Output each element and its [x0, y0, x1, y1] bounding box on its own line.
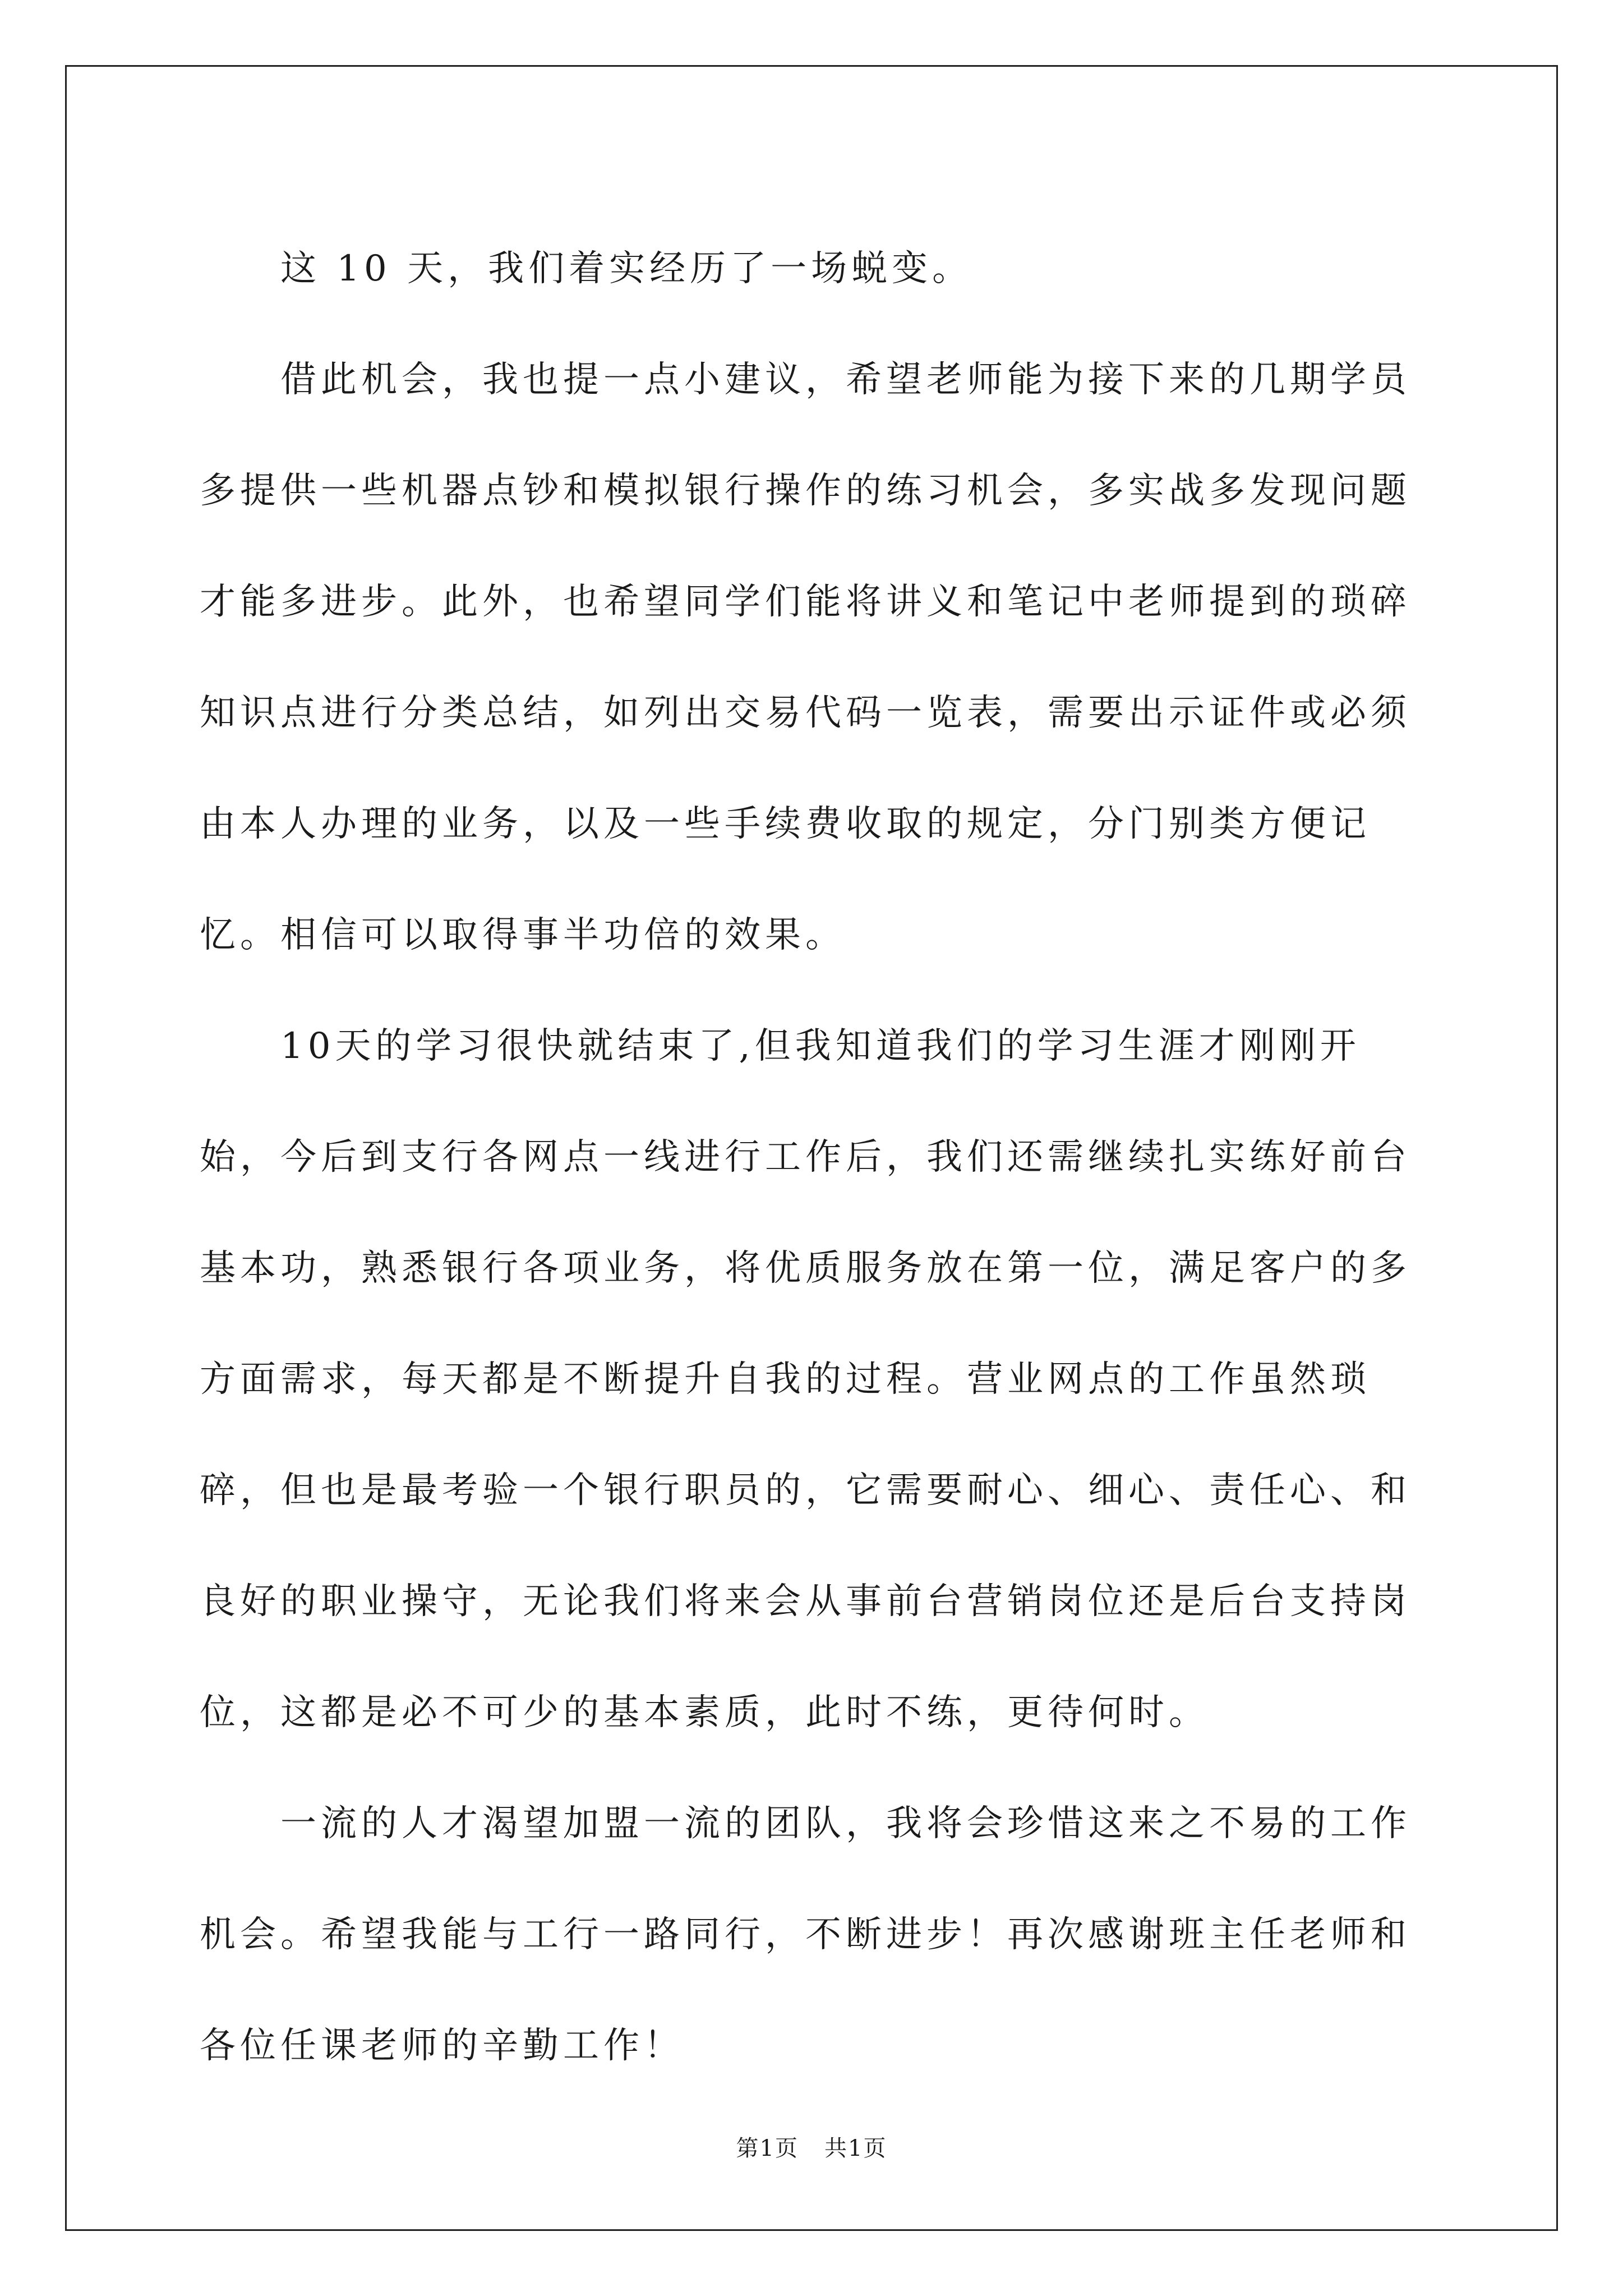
paragraph-3: 10天的学习很快就结束了,但我知道我们的学习生涯才刚刚开始，今后到支行各网点一线进行工作后，我们还需继续扎实练好前台基本功，熟悉银行各项业务，将优质服务放在第一位，满足客户的多方面需求，每天都是不断提升自我的过程。营业网点的工作虽然琐碎，但也是最考验一个银行职员的，它需要耐心、细心、责任心、和良好的职业操守，无论我们将来会从事前台营销岗位还是后台支持岗位，这都是必不可少的基本素质，此时不练，更待何时。: [200, 1025, 1411, 1733]
page-total: 共1页: [824, 2136, 887, 2161]
paragraph-2: 借此机会，我也提一点小建议，希望老师能为接下来的几期学员多提供一些机器点钞和模拟银行操作的练习机会，多实战多发现问题才能多进步。此外，也希望同学们能将讲义和笔记中老师提到的琐碎知识点进行分类总结，如列出交易代码一览表，需要出示证件或必须由本人办理的业务，以及一些手续费收取的规定，分门别类方便记忆。相信可以取得事半功倍的效果。: [200, 359, 1411, 956]
page-footer: [0, 2131, 1623, 2162]
paragraph-4: 一流的人才渴望加盟一流的团队，我将会珍惜这来之不易的工作机会。希望我能与工行一路同行，不断进步！再次感谢班主任老师和各位任课老师的辛勤工作！: [200, 1803, 1411, 2067]
page-number: 第1页: [736, 2136, 799, 2161]
paragraph-1: 这 10 天，我们着实经历了一场蜕变。: [280, 248, 973, 289]
document-body: [200, 213, 1433, 2101]
